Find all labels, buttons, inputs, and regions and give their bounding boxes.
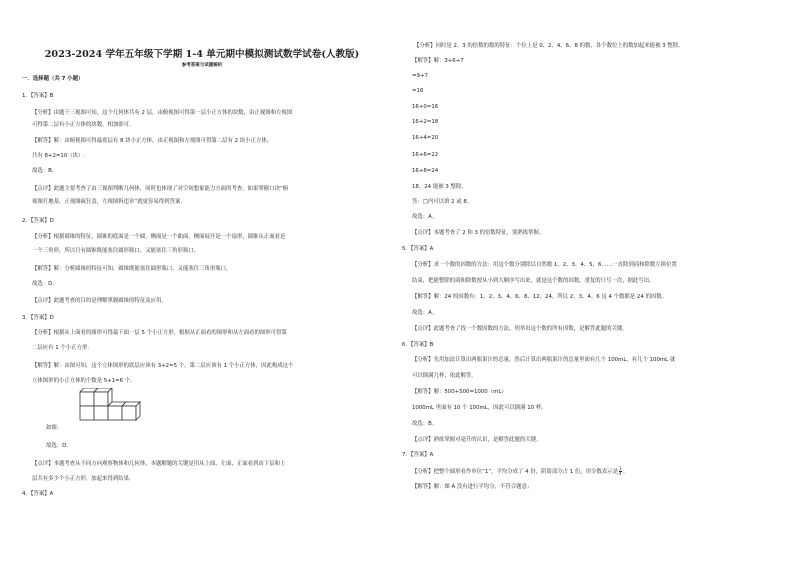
document-title: 2023-2024 学年五年级下学期 1-4 单元期中模拟测试数学试卷(人教版) (44, 49, 360, 60)
q7-fraction (619, 467, 622, 476)
q6-choice: 故选：B。 (412, 421, 438, 427)
q1-analysis-line: 可得第二层有小正方体的块数，相加即可. (32, 122, 131, 128)
q6-solution-line: 【解答】解：500+500=1000（mL） (412, 389, 507, 395)
q4-solution-line: 16+6=22 (412, 152, 439, 158)
q1-answer: 1．【答案】B (22, 93, 54, 99)
q3-answer: 3．【答案】D (22, 315, 54, 321)
section-heading: 一．选择题（共 7 小题） (22, 76, 84, 82)
cube-stack-figure (72, 388, 162, 432)
q7-analysis-end: 。 (622, 469, 628, 475)
q4-solution-line: 答：□内可以填 2 或 8。 (412, 199, 473, 205)
q2-answer: 2．【答案】D (22, 218, 54, 224)
q1-solution-line: 【解答】解：由俯视图可得最底层有 8 块小正方体，由正视图和左视图可得第二层有 2 块小正方体， (32, 138, 273, 144)
q5-solution-line: 【解答】解：24 的因数有：1、2、3、4、6、8、12、24，所以 2、3、4、6 这 4 个数都是 24 的因数。 (412, 294, 668, 300)
q2-analysis-line: 一个三角形，所以只有圆锥既能塞住圆形瓶口，又能塞住三角形瓶口。 (32, 248, 200, 254)
q7-analysis-text: 【分析】把整个圆形看作单位“1”，平均分成了 4 份，阴影部分占 1 份，用分数表示是 (412, 469, 619, 475)
q7-analysis (412, 467, 628, 476)
q1-analysis-line: 【分析】由题干三视图可知，这个几何体共有 2 层，由俯视图可得第一层小正方体的块数，由正视图和左视图 (32, 110, 293, 116)
q4-solution-line: 18、24 能被 3 整除。 (412, 184, 467, 190)
q3-comment-line: 层共有多少个小正方形，加起来得到结果. (32, 476, 131, 482)
q1-comment-line: 【点评】此题主要考查了由三视图判断几何体，同时也体现了对空间想象能力方面的考查。如果掌握口诀“俯 (32, 186, 289, 192)
q5-analysis-line: 【分析】求一个数的因数的方法：用这个数分别除以自然数 1、2、3、4、5、6……一直除到商和除数互换位置 (412, 262, 677, 268)
q2-analysis-line: 【分析】根据圆锥的特征，圆锥的底面是一个圆，侧面是一个曲面，侧面展开是一个扇形，圆锥从正面看是 (32, 234, 286, 240)
q2-solution-line: 【解答】解：分析圆锥的特征可知，圆锥既能塞住圆形瓶口，又能塞住三角形瓶口。 (32, 266, 232, 272)
q4-solution-line: 16+0=16 (412, 104, 439, 110)
fraction-denominator: 4 (619, 471, 622, 476)
q3-solution-line: 立体图形的小正方体的个数是 5+1=6 个. (32, 378, 132, 384)
q4-solution-line: =16 (412, 88, 424, 94)
q6-comment: 【点评】熟练掌握对毫升的认识，是解答此题的关键。 (412, 437, 542, 443)
q7-solution: 【解答】解：图 A 没有进行平均分，不符合题意； (412, 484, 533, 490)
q6-solution-line: 1000mL 里面有 10 个 100mL，因此可以倒满 10 杯。 (412, 405, 547, 411)
q2-choice: 故选：D。 (32, 281, 58, 287)
document-subtitle: 参考答案与试题解析 (181, 63, 223, 68)
q5-analysis-line: 结束，把能整除的商和除数按从小到大顺序写出来，就是这个数的因数，重复的只写一次，据此写出。 (412, 278, 655, 284)
right-column (402, 0, 782, 561)
q1-comment-line: 视图打地基，正视图疯狂盖，左视图拆违章”就更容易得到答案. (32, 199, 183, 205)
q6-analysis-line: 【分析】先用加法计算出两瓶果汁的总量，然后计算出两瓶果汁的总量里面有几个 100mL，有几个 100mL 就 (412, 357, 676, 363)
q4-analysis: 【分析】同时是 2、3 的倍数的数的特征：个位上是 0、2、4、6、8 的数，各个数位上的数加起来能被 3 整除。 (414, 43, 684, 49)
q7-answer: 7．【答案】A (402, 452, 434, 458)
q3-comment-line: 【点评】本题考查从不同方向观察物体和几何体，本题解题的关键是用从上面、左面、正面看到由下层和上 (32, 461, 286, 467)
q5-comment: 【点评】此题考查了找一个数因数的方法，列举出这个数的所有因数，是解答此题的关键。 (412, 326, 628, 332)
q3-solution-line: 【解答】解：由图可知，这个立体图形的底层应该有 3+2=5 个，第二层应该有 1 个小正方体，因此构成这个 (32, 363, 294, 369)
q3-figure-note: 如图： (46, 425, 63, 431)
q4-choice: 故选：A。 (412, 214, 438, 220)
q1-choice: 故选：B. (32, 168, 54, 174)
q1-solution-line: 共有 8+2=10（块）. (32, 153, 86, 159)
fraction-numerator: 1 (619, 466, 622, 471)
q6-answer: 6．【答案】B (402, 342, 434, 348)
q4-solution-line: 16+2=18 (412, 119, 439, 125)
q3-analysis-line: 【分析】根据从上面看的图形可得最下面一层 5 个小正方形，根据从正面看的图形和从左面看的图形可得第 (32, 330, 287, 336)
q5-choice: 故选：A。 (412, 310, 438, 316)
q3-analysis-line: 二层应有 1 个小正方形. (32, 345, 90, 351)
q2-comment: 【点评】此题考查的目的是理解掌握圆锥的特征及应用。 (32, 298, 167, 304)
q4-solution-line: 16+8=24 (412, 168, 439, 174)
left-column (20, 0, 400, 561)
q4-solution-line: 16+4=20 (412, 135, 439, 141)
q6-analysis-line: 可以倒满几杯，依此解答。 (412, 373, 477, 379)
q4-answer: 4．【答案】A (22, 491, 54, 497)
q3-choice: 故选：D． (46, 443, 72, 449)
q4-comment: 【点评】本题考查了 2 和 3 的倍数特征，要熟练掌握。 (412, 230, 545, 236)
q4-solution-line: =9+7 (412, 73, 428, 79)
q5-answer: 5．【答案】A (402, 246, 434, 252)
q4-solution-line: 【解答】解：3+6+7 (412, 58, 464, 64)
